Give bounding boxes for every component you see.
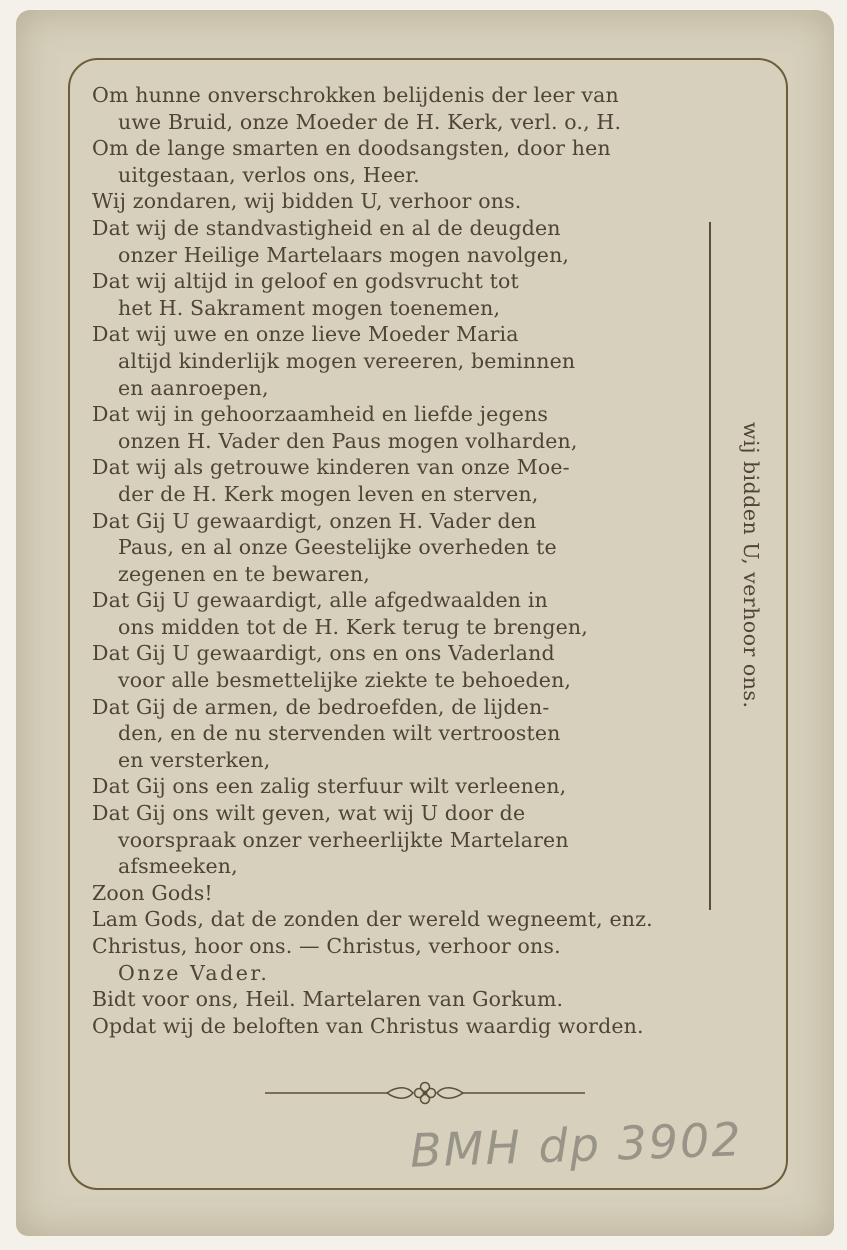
litany-line: voorspraak onzer verheerlijkte Martelaren [118, 827, 569, 852]
litany-line: den, en de nu stervenden wilt vertroosten [118, 721, 561, 746]
litany-line: Christus, hoor ons. — Christus, verhoor ons. [92, 934, 561, 958]
response-bracket [709, 222, 711, 910]
litany-line: uwe Bruid, onze Moeder de H. Kerk, verl. o., H. [118, 109, 622, 134]
litany-line: ons midden tot de H. Kerk terug te brengen, [118, 614, 588, 639]
side-response-text: wij bidden U, verhoor ons. [739, 421, 763, 709]
inventory-number: BMH dp 3902 [409, 1112, 744, 1178]
litany-line: onzer Heilige Martelaars mogen navolgen, [118, 242, 570, 267]
litany-line: en versterken, [118, 747, 271, 772]
litany-line: Lam Gods, dat de zonden der wereld wegneemt, enz. [92, 907, 653, 932]
litany-line: afsmeeken, [118, 854, 238, 879]
litany-line: Wij zondaren, wij bidden U, verhoor ons. [92, 189, 522, 214]
litany-line: Dat Gij ons een zalig sterfuur wilt verleenen, [92, 774, 567, 799]
litany-line: Zoon Gods! [92, 880, 213, 905]
litany-line: Om hunne onverschrokken belijdenis der leer van [92, 83, 619, 107]
litany-line: Paus, en al onze Geestelijke overheden te [118, 535, 557, 560]
litany-line: Opdat wij de beloften van Christus waardig worden. [92, 1013, 644, 1038]
litany-line: Dat Gij ons wilt geven, wat wij U door de [92, 801, 526, 826]
litany-line: altijd kinderlijk mogen vereeren, beminnen [118, 348, 576, 373]
litany-line: Dat Gij U gewaardigt, alle afgedwaalden in [92, 588, 548, 613]
litany-line: voor alle besmettelijke ziekte te behoeden, [118, 668, 572, 693]
litany-text [92, 82, 752, 1039]
litany-line: en aanroepen, [118, 375, 269, 400]
litany-line: uitgestaan, verlos ons, Heer. [118, 162, 420, 187]
litany-line: Bidt voor ons, Heil. Martelaren van Gorkum. [92, 987, 564, 1012]
litany-line: Dat Gij U gewaardigt, onzen H. Vader den [92, 508, 537, 533]
litany-line: het H. Sakrament mogen toenemen, [118, 295, 501, 320]
litany-line: Dat wij uwe en onze lieve Moeder Maria [92, 322, 519, 347]
side-response [736, 220, 766, 910]
litany-line: Om de lange smarten en doodsangsten, door hen [92, 136, 611, 161]
litany-line: zegenen en te bewaren, [118, 561, 370, 586]
litany-line: Dat wij als getrouwe kinderen van onze Moe- [92, 455, 570, 480]
litany-line: onzen H. Vader den Paus mogen volharden, [118, 428, 578, 453]
litany-line: Dat Gij de armen, de bedroefden, de lijden- [92, 694, 550, 719]
ornament-divider-icon [265, 1078, 585, 1108]
litany-line: Dat wij altijd in geloof en godsvrucht tot [92, 269, 519, 294]
litany-line: Dat Gij U gewaardigt, ons en ons Vaderland [92, 641, 555, 666]
litany-line: Dat wij de standvastigheid en al de deugden [92, 215, 561, 240]
litany-line: Dat wij in gehoorzaamheid en liefde jegens [92, 402, 549, 427]
litany-line: Onze Vader. [118, 960, 270, 985]
litany-line: der de H. Kerk mogen leven en sterven, [118, 481, 539, 506]
